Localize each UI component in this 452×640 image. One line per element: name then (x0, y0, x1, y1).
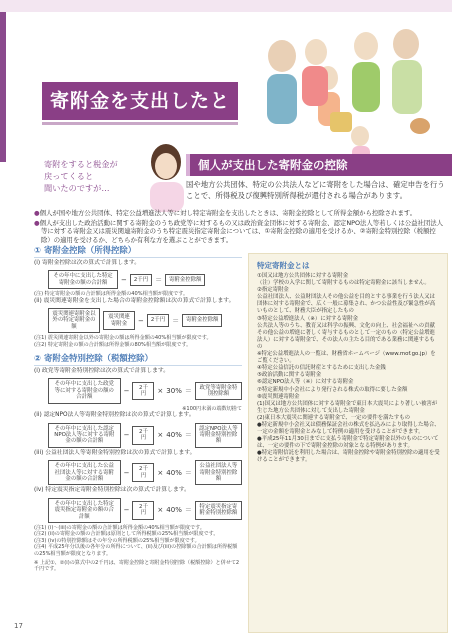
formula-box: 2千円 (147, 314, 169, 326)
footnote: ※ 上記①、②(ⅰ)の算式中の2千円は、寄附金控除と寄附金特別控除（税額控除）と併せて2千円です。 (34, 560, 240, 573)
formula-box: 震災関連寄附金以外の特定寄附金の額 (48, 308, 100, 333)
bullet-item: ●個人が国や地方公共団体、特定公益増進法人等に対し特定寄附金を支出したときは、寄附金控除として所得金額から控除されます。 (34, 209, 417, 217)
equals-sign: ＝ (184, 506, 192, 515)
page-number: 17 (14, 622, 23, 630)
formula-3 (48, 378, 242, 403)
page-title-banner (42, 82, 238, 150)
times-sign: × (157, 387, 164, 396)
formula-2 (48, 308, 242, 333)
rate: 30% (166, 387, 182, 396)
top-strip (0, 0, 452, 12)
formula-box: 政党等寄附金特別控除額 (195, 382, 242, 401)
side-tab (0, 12, 6, 162)
formula-box: 2千円 (132, 426, 154, 445)
equals-sign: ＝ (155, 275, 163, 284)
section-heading-accent (186, 154, 190, 176)
formula-1 (48, 270, 242, 289)
minus-sign: − (123, 468, 130, 477)
speech-line-3: 聞いたのですが… (44, 183, 110, 193)
credit-iii: (iii) 公益社団法人等寄附金特別控除は次の算式で計算します。 (34, 449, 196, 456)
formula-box: その年中に支出した政党等に対する寄附金の額の合計額 (48, 378, 121, 403)
formula-box: 認定NPO法人等寄附金特別控除額 (195, 423, 242, 448)
left-column (34, 244, 242, 634)
formula-box: その年中に支出した特定寄附金の額の合計額 (48, 270, 118, 289)
credit-title: ② 寄附金特別控除（税額控除） (34, 352, 242, 366)
deduction-title: ① 寄附金控除（所得控除） (34, 244, 242, 258)
box-body: ①国又は地方公共団体に対する寄附金 （注）学校の入学に関して寄附するものは特定寄附金に該当しません。 ②指定寄附金 公益社団法人、公益財団法人その他公益を目的とする事業を行う法人又は団体に対する寄附金で、広く一般に募集され、かつ公益性及び緊急性が高いものとして、財務大臣が指定したもの ③特定公益増進法人（※）に対する寄附金 公共法人等のうち、教育又は科学の振興、文化の向上、社会福祉への貢献その他公益の増進に著しく寄与するものとして一定のもの（特定公益増進法人）に対する寄附金で、その法人の主たる目的である業務に関連するもの ※特定公益増進法人の一覧は、財務省ホームページ（www.mof.go.jp）をご覧ください。 ④特定公益信託の信託財産とするために支出した金銭 ⑤政治活動に関する寄附金 ⑥認定NPO法人等（※）に対する寄附金 ⑦特定新規中小会社により発行される株式の取得に要した金額 ⑧震災関連寄附金 (1)国又は地方公共団体に対する寄附金で東日本大震災により著しい被害が生じた地方公共団体に対して支出した寄附金 (2)東日本大震災に関連する寄附金で、一定の要件を満たすもの ●特定新規中小会社又は債務保証会社の株式を払込みにより取得した場合、一定の金額を寄附金とみなして特例の適用を受けることができます。 ●平成25年11月30日までに支払う寄附金で特定寄附金以外のものについては、一定の要件の下で寄附金控除の対象となる特例があります。 ●特定寄附信託を利用した場合は、寄附金控除や寄附金特別控除の適用を受けることができます。 (257, 273, 440, 464)
formula-box: 特定震災指定寄附金特別控除額 (195, 501, 242, 520)
equals-sign: ＝ (184, 468, 192, 477)
specified-donation-box (248, 253, 448, 633)
times-sign: × (157, 468, 164, 477)
rate: 40% (166, 506, 182, 515)
section-heading: 個人が支出した寄附金の控除 (198, 158, 348, 172)
title-underline (42, 122, 238, 125)
formula-6 (48, 498, 242, 523)
formula-box: その年中に支出した認定NPO法人等に対する寄附金の額の合計額 (48, 423, 121, 448)
minus-sign: − (123, 431, 130, 440)
note: ※100円未満の端数切捨て (182, 405, 242, 412)
formula-4 (48, 423, 242, 448)
note: (注1) (i)〜(iii)の寄附金の額の合計額は所得金額の40%相当額が限度です。 (34, 524, 205, 531)
formula-box: 寄附金控除額 (182, 314, 222, 326)
formula-box: 公益社団法人等寄附金特別控除額 (195, 460, 242, 485)
credit-i: (i) 政党等寄附金特別控除は次の算式で計算します。 (34, 368, 170, 375)
speech-line-1: 寄附をすると税金が (44, 159, 118, 169)
speech-line-2: 戻ってくると (44, 171, 94, 181)
rate: 40% (166, 431, 182, 440)
note: (注4) 平成25年分以後の各年分の所得について、(ii)及び(iii)の控除額の合計額は所得税額の25%相当額が限度となります。 (34, 544, 238, 557)
formula-5 (48, 460, 242, 485)
bullet-item: ●個人が支出した政治活動に関する寄附金のうち政党等に対するもの又は政治資金団体に対する寄附金、認定NPO法人等若しくは公益社団法人等に対する寄附金又は震災関連寄附金のうち特定震災指定寄附金については、①寄附金控除の適用を受けるか、②寄附金特別控除（税額控除）の適用を受けるか、どちらか有利な方を選ぶことができます。 (34, 218, 444, 244)
credit-iv: (iv) 特定震災指定寄附金特別控除は次の算式で計算します。 (34, 487, 190, 494)
note: (注) 特定寄附金の額の合計額は所得金額の40%相当額が限度です。 (34, 291, 189, 298)
formula-box: 震災関連寄附金 (103, 311, 135, 330)
minus-sign: − (121, 275, 127, 284)
bullet-list (34, 209, 444, 245)
formula-box: その年中に支出した特定震災指定寄附金の額の合計額 (48, 498, 121, 523)
times-sign: × (157, 431, 164, 440)
page-title: 寄附金を支出したとき (50, 90, 231, 150)
formula-box: 寄附金控除額 (165, 274, 205, 286)
times-sign: × (157, 506, 164, 515)
formula-box: その年中に支出した公益社団法人等に対する寄附金の額の合計額 (48, 460, 121, 485)
equals-sign: ＝ (172, 316, 180, 325)
minus-sign: − (123, 506, 130, 515)
note: (注3) (iv)の特別控除額はその年分の所得税額の25%相当額が限度です。 (34, 537, 200, 544)
formula-box: 2千円 (132, 463, 154, 482)
equals-sign: ＝ (184, 431, 192, 440)
credit-ii: (ii) 認定NPO法人等寄附金特別控除は次の算式で計算します。 (34, 412, 195, 419)
formula-box: 2千円 (130, 274, 152, 286)
note: (注2) (ii)の寄附金の額の合計額は原則として所得税額の25%相当額が限度です。 (34, 531, 219, 538)
deduction-ii: (ii) 震災関連寄附金を支出した場合の寄附金控除額は次の算式で計算します。 (34, 297, 235, 304)
box-heading: 特定寄附金とは (257, 261, 310, 270)
formula-box: 2千円 (132, 501, 154, 520)
deduction-i: (i) 寄附金控除は次の算式で計算します。 (34, 260, 141, 266)
minus-sign: − (138, 316, 144, 325)
equals-sign: ＝ (184, 387, 192, 396)
minus-sign: − (123, 387, 130, 396)
formula-box: 2千円 (132, 382, 154, 401)
rate: 40% (166, 468, 182, 477)
note: (注2) 特定寄附金の額の合計額は所得金額の80%相当額が限度です。 (34, 341, 192, 348)
woman-illustration (140, 140, 190, 212)
note: (注1) 震災関連寄附金以外の寄附金の額は所得金額の40%相当額が限度です。 (34, 335, 212, 342)
section-heading-bar (186, 154, 452, 176)
section-intro: 国や地方公共団体、特定の公共法人などに寄附をした場合は、確定申告を行うことで、所得税及び復興特別所得税が還付される場合があります。 (186, 180, 445, 200)
